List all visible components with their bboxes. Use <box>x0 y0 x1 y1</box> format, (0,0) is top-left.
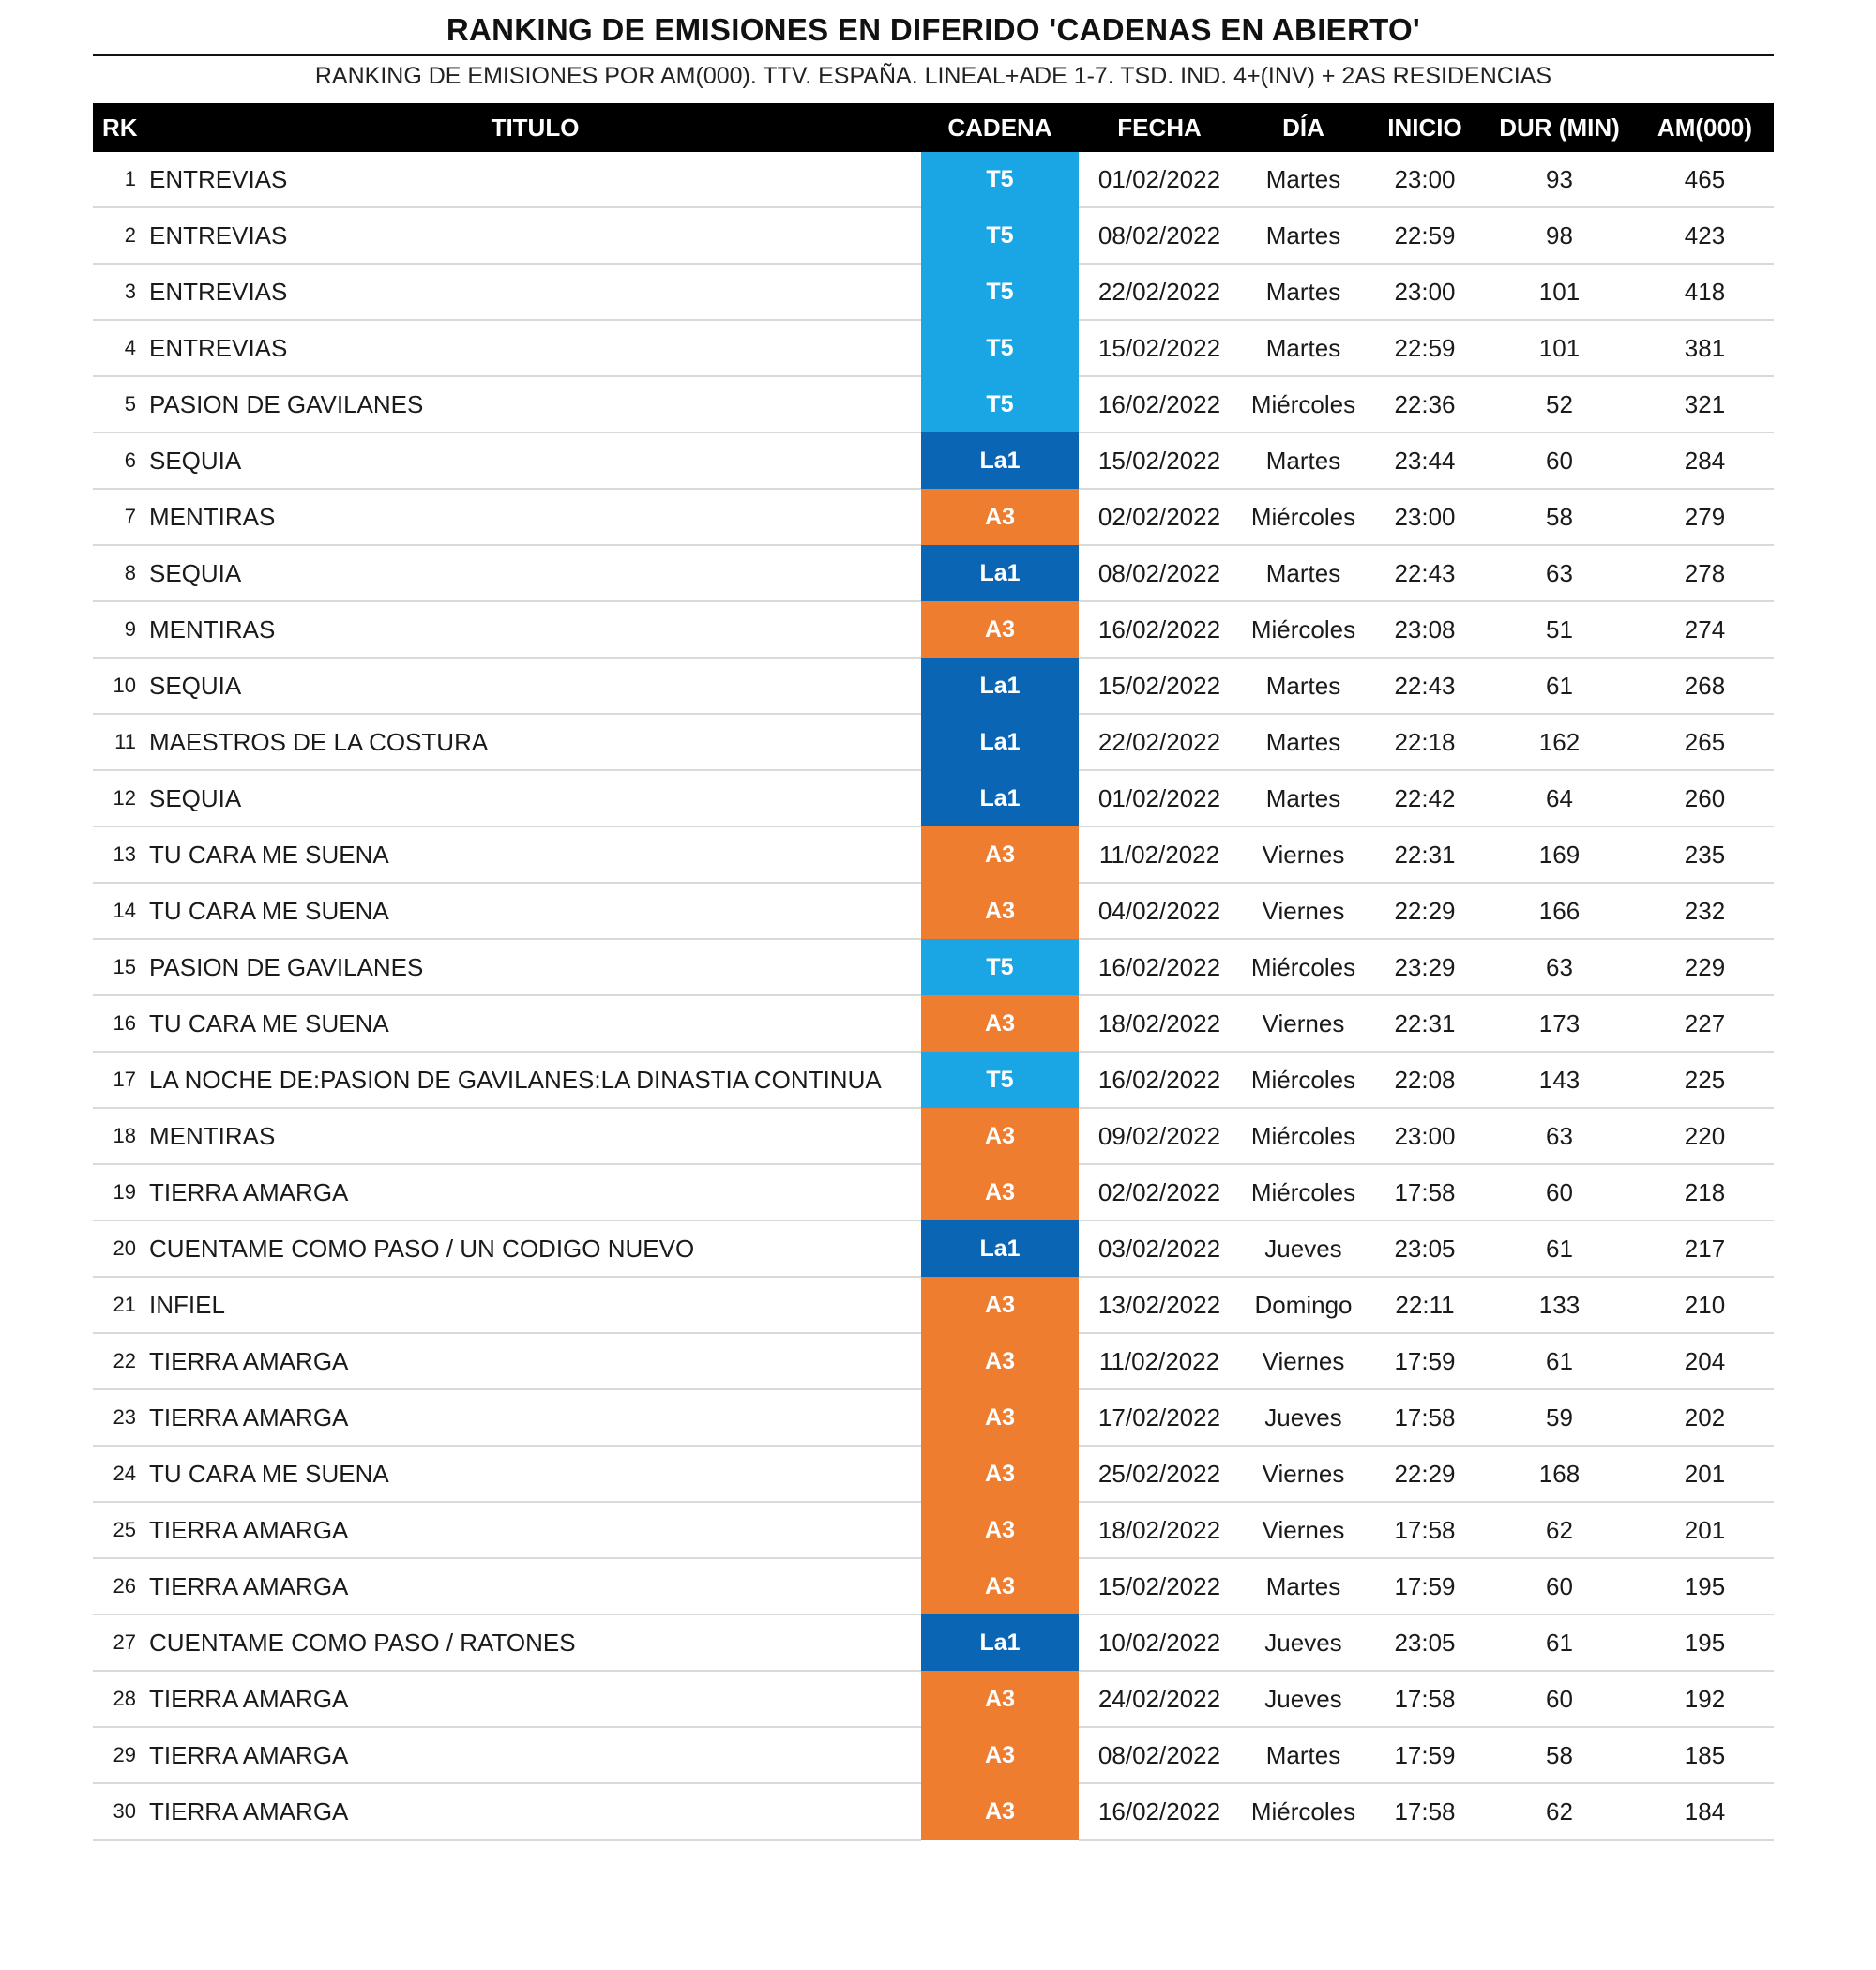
cell-fecha: 08/02/2022 <box>1079 1727 1240 1783</box>
cell-inicio: 23:44 <box>1367 432 1483 489</box>
cell-titulo: CUENTAME COMO PASO / UN CODIGO NUEVO <box>149 1220 921 1277</box>
cell-duracion: 61 <box>1483 658 1636 714</box>
cell-dia: Jueves <box>1240 1614 1367 1671</box>
table-row <box>93 1052 1774 1108</box>
channel-badge: La1 <box>921 1220 1079 1277</box>
channel-badge: A3 <box>921 883 1079 939</box>
cell-titulo: SEQUIA <box>149 432 921 489</box>
cell-dia: Viernes <box>1240 883 1367 939</box>
cell-am: 210 <box>1636 1277 1774 1333</box>
cell-dia: Viernes <box>1240 1333 1367 1389</box>
cell-rk: 1 <box>93 152 149 207</box>
cell-rk: 18 <box>93 1108 149 1164</box>
ranking-sheet <box>93 0 1774 1841</box>
cell-dia: Miércoles <box>1240 376 1367 432</box>
cell-dia: Miércoles <box>1240 1164 1367 1220</box>
table-row <box>93 1108 1774 1164</box>
cell-fecha: 16/02/2022 <box>1079 939 1240 995</box>
cell-dia: Martes <box>1240 714 1367 770</box>
cell-inicio: 23:00 <box>1367 152 1483 207</box>
channel-badge: A3 <box>921 601 1079 658</box>
cell-rk: 2 <box>93 207 149 264</box>
cell-duracion: 51 <box>1483 601 1636 658</box>
cell-duracion: 63 <box>1483 939 1636 995</box>
cell-fecha: 18/02/2022 <box>1079 995 1240 1052</box>
cell-duracion: 62 <box>1483 1502 1636 1558</box>
cell-duracion: 60 <box>1483 1558 1636 1614</box>
cell-duracion: 60 <box>1483 1164 1636 1220</box>
cell-dia: Jueves <box>1240 1220 1367 1277</box>
cell-fecha: 17/02/2022 <box>1079 1389 1240 1446</box>
cell-titulo: INFIEL <box>149 1277 921 1333</box>
cell-inicio: 22:29 <box>1367 883 1483 939</box>
table-row <box>93 883 1774 939</box>
cell-fecha: 18/02/2022 <box>1079 1502 1240 1558</box>
cell-titulo: MAESTROS DE LA COSTURA <box>149 714 921 770</box>
cell-dia: Martes <box>1240 658 1367 714</box>
cell-titulo: TIERRA AMARGA <box>149 1502 921 1558</box>
table-row <box>93 320 1774 376</box>
col-header-am: AM(000) <box>1636 103 1774 152</box>
cell-am: 195 <box>1636 1614 1774 1671</box>
channel-badge: T5 <box>921 1052 1079 1108</box>
cell-rk: 23 <box>93 1389 149 1446</box>
cell-rk: 16 <box>93 995 149 1052</box>
channel-badge: La1 <box>921 432 1079 489</box>
cell-inicio: 22:29 <box>1367 1446 1483 1502</box>
col-header-inicio: INICIO <box>1367 103 1483 152</box>
cell-duracion: 93 <box>1483 152 1636 207</box>
col-header-dia: DÍA <box>1240 103 1367 152</box>
cell-dia: Miércoles <box>1240 939 1367 995</box>
table-row <box>93 432 1774 489</box>
table-header <box>93 103 1774 152</box>
table-row <box>93 1502 1774 1558</box>
cell-am: 274 <box>1636 601 1774 658</box>
cell-fecha: 03/02/2022 <box>1079 1220 1240 1277</box>
cell-dia: Martes <box>1240 1727 1367 1783</box>
cell-titulo: TU CARA ME SUENA <box>149 995 921 1052</box>
cell-titulo: PASION DE GAVILANES <box>149 939 921 995</box>
channel-badge: A3 <box>921 1558 1079 1614</box>
channel-badge: A3 <box>921 1108 1079 1164</box>
cell-rk: 5 <box>93 376 149 432</box>
col-header-fecha: FECHA <box>1079 103 1240 152</box>
cell-dia: Martes <box>1240 152 1367 207</box>
cell-fecha: 16/02/2022 <box>1079 376 1240 432</box>
cell-titulo: TU CARA ME SUENA <box>149 1446 921 1502</box>
cell-fecha: 15/02/2022 <box>1079 1558 1240 1614</box>
cell-fecha: 11/02/2022 <box>1079 826 1240 883</box>
cell-rk: 8 <box>93 545 149 601</box>
cell-titulo: TIERRA AMARGA <box>149 1727 921 1783</box>
col-header-cadena: CADENA <box>921 103 1079 152</box>
channel-badge: A3 <box>921 995 1079 1052</box>
table-row <box>93 770 1774 826</box>
cell-duracion: 101 <box>1483 264 1636 320</box>
cell-inicio: 17:58 <box>1367 1389 1483 1446</box>
cell-inicio: 23:29 <box>1367 939 1483 995</box>
cell-titulo: MENTIRAS <box>149 601 921 658</box>
cell-inicio: 23:00 <box>1367 489 1483 545</box>
cell-duracion: 133 <box>1483 1277 1636 1333</box>
cell-duracion: 58 <box>1483 1727 1636 1783</box>
cell-am: 265 <box>1636 714 1774 770</box>
cell-am: 268 <box>1636 658 1774 714</box>
cell-inicio: 23:00 <box>1367 1108 1483 1164</box>
cell-inicio: 22:18 <box>1367 714 1483 770</box>
cell-rk: 26 <box>93 1558 149 1614</box>
cell-duracion: 173 <box>1483 995 1636 1052</box>
table-row <box>93 1727 1774 1783</box>
cell-inicio: 22:59 <box>1367 320 1483 376</box>
cell-fecha: 10/02/2022 <box>1079 1614 1240 1671</box>
table-row <box>93 1333 1774 1389</box>
cell-titulo: ENTREVIAS <box>149 207 921 264</box>
col-header-rk: RK <box>93 103 149 152</box>
cell-fecha: 11/02/2022 <box>1079 1333 1240 1389</box>
table-row <box>93 1671 1774 1727</box>
cell-duracion: 63 <box>1483 1108 1636 1164</box>
cell-dia: Viernes <box>1240 826 1367 883</box>
table-row <box>93 1277 1774 1333</box>
cell-titulo: TU CARA ME SUENA <box>149 826 921 883</box>
cell-titulo: TIERRA AMARGA <box>149 1164 921 1220</box>
cell-fecha: 08/02/2022 <box>1079 545 1240 601</box>
cell-fecha: 16/02/2022 <box>1079 1052 1240 1108</box>
cell-am: 184 <box>1636 1783 1774 1840</box>
table-row <box>93 939 1774 995</box>
table-row <box>93 826 1774 883</box>
cell-duracion: 60 <box>1483 432 1636 489</box>
cell-titulo: TIERRA AMARGA <box>149 1783 921 1840</box>
cell-dia: Martes <box>1240 770 1367 826</box>
table-row <box>93 1446 1774 1502</box>
channel-badge: La1 <box>921 1614 1079 1671</box>
cell-am: 418 <box>1636 264 1774 320</box>
cell-rk: 11 <box>93 714 149 770</box>
cell-dia: Viernes <box>1240 995 1367 1052</box>
cell-dia: Martes <box>1240 1558 1367 1614</box>
table-row <box>93 152 1774 207</box>
cell-fecha: 04/02/2022 <box>1079 883 1240 939</box>
cell-am: 381 <box>1636 320 1774 376</box>
cell-fecha: 22/02/2022 <box>1079 264 1240 320</box>
table-row <box>93 1164 1774 1220</box>
channel-badge: A3 <box>921 1277 1079 1333</box>
cell-dia: Jueves <box>1240 1389 1367 1446</box>
col-header-titulo: TITULO <box>149 103 921 152</box>
cell-rk: 12 <box>93 770 149 826</box>
channel-badge: La1 <box>921 658 1079 714</box>
table-row <box>93 264 1774 320</box>
cell-dia: Miércoles <box>1240 1108 1367 1164</box>
cell-rk: 3 <box>93 264 149 320</box>
cell-dia: Viernes <box>1240 1446 1367 1502</box>
cell-titulo: TIERRA AMARGA <box>149 1558 921 1614</box>
cell-inicio: 17:58 <box>1367 1671 1483 1727</box>
cell-rk: 30 <box>93 1783 149 1840</box>
cell-titulo: SEQUIA <box>149 545 921 601</box>
cell-duracion: 62 <box>1483 1783 1636 1840</box>
cell-rk: 20 <box>93 1220 149 1277</box>
cell-titulo: ENTREVIAS <box>149 152 921 207</box>
cell-fecha: 22/02/2022 <box>1079 714 1240 770</box>
cell-am: 284 <box>1636 432 1774 489</box>
cell-inicio: 22:43 <box>1367 545 1483 601</box>
cell-titulo: TIERRA AMARGA <box>149 1333 921 1389</box>
cell-duracion: 61 <box>1483 1333 1636 1389</box>
cell-inicio: 22:31 <box>1367 995 1483 1052</box>
cell-fecha: 15/02/2022 <box>1079 658 1240 714</box>
cell-am: 279 <box>1636 489 1774 545</box>
cell-duracion: 52 <box>1483 376 1636 432</box>
cell-rk: 4 <box>93 320 149 376</box>
cell-am: 235 <box>1636 826 1774 883</box>
cell-rk: 28 <box>93 1671 149 1727</box>
cell-inicio: 23:00 <box>1367 264 1483 320</box>
cell-titulo: TIERRA AMARGA <box>149 1671 921 1727</box>
cell-duracion: 58 <box>1483 489 1636 545</box>
cell-fecha: 09/02/2022 <box>1079 1108 1240 1164</box>
cell-titulo: CUENTAME COMO PASO / RATONES <box>149 1614 921 1671</box>
cell-dia: Jueves <box>1240 1671 1367 1727</box>
table-row <box>93 1614 1774 1671</box>
cell-fecha: 13/02/2022 <box>1079 1277 1240 1333</box>
channel-badge: T5 <box>921 939 1079 995</box>
cell-dia: Martes <box>1240 545 1367 601</box>
cell-titulo: TU CARA ME SUENA <box>149 883 921 939</box>
channel-badge: A3 <box>921 1164 1079 1220</box>
cell-inicio: 23:08 <box>1367 601 1483 658</box>
cell-am: 229 <box>1636 939 1774 995</box>
cell-inicio: 22:08 <box>1367 1052 1483 1108</box>
cell-fecha: 16/02/2022 <box>1079 1783 1240 1840</box>
cell-am: 217 <box>1636 1220 1774 1277</box>
cell-inicio: 22:31 <box>1367 826 1483 883</box>
cell-dia: Miércoles <box>1240 1783 1367 1840</box>
cell-inicio: 23:05 <box>1367 1220 1483 1277</box>
cell-rk: 27 <box>93 1614 149 1671</box>
cell-rk: 14 <box>93 883 149 939</box>
cell-am: 192 <box>1636 1671 1774 1727</box>
cell-duracion: 61 <box>1483 1614 1636 1671</box>
table-row <box>93 1558 1774 1614</box>
cell-titulo: LA NOCHE DE:PASION DE GAVILANES:LA DINASTIA CONTINUA <box>149 1052 921 1108</box>
cell-fecha: 15/02/2022 <box>1079 432 1240 489</box>
cell-inicio: 17:58 <box>1367 1783 1483 1840</box>
channel-badge: La1 <box>921 545 1079 601</box>
cell-duracion: 166 <box>1483 883 1636 939</box>
cell-rk: 13 <box>93 826 149 883</box>
table-row <box>93 1783 1774 1840</box>
cell-am: 227 <box>1636 995 1774 1052</box>
cell-dia: Miércoles <box>1240 1052 1367 1108</box>
channel-badge: A3 <box>921 1783 1079 1840</box>
cell-am: 218 <box>1636 1164 1774 1220</box>
cell-am: 195 <box>1636 1558 1774 1614</box>
cell-rk: 10 <box>93 658 149 714</box>
cell-rk: 29 <box>93 1727 149 1783</box>
cell-rk: 25 <box>93 1502 149 1558</box>
channel-badge: A3 <box>921 826 1079 883</box>
channel-badge: T5 <box>921 152 1079 207</box>
cell-fecha: 01/02/2022 <box>1079 152 1240 207</box>
cell-am: 204 <box>1636 1333 1774 1389</box>
cell-duracion: 59 <box>1483 1389 1636 1446</box>
cell-titulo: ENTREVIAS <box>149 320 921 376</box>
cell-inicio: 17:59 <box>1367 1558 1483 1614</box>
cell-am: 423 <box>1636 207 1774 264</box>
cell-inicio: 22:42 <box>1367 770 1483 826</box>
cell-rk: 7 <box>93 489 149 545</box>
cell-inicio: 22:43 <box>1367 658 1483 714</box>
table-row <box>93 545 1774 601</box>
cell-fecha: 02/02/2022 <box>1079 489 1240 545</box>
cell-am: 232 <box>1636 883 1774 939</box>
cell-fecha: 01/02/2022 <box>1079 770 1240 826</box>
cell-inicio: 17:59 <box>1367 1727 1483 1783</box>
cell-fecha: 25/02/2022 <box>1079 1446 1240 1502</box>
channel-badge: La1 <box>921 770 1079 826</box>
table-row <box>93 714 1774 770</box>
cell-duracion: 162 <box>1483 714 1636 770</box>
channel-badge: A3 <box>921 1333 1079 1389</box>
cell-rk: 21 <box>93 1277 149 1333</box>
cell-duracion: 98 <box>1483 207 1636 264</box>
cell-duracion: 168 <box>1483 1446 1636 1502</box>
cell-titulo: PASION DE GAVILANES <box>149 376 921 432</box>
col-header-dur: DUR (MIN) <box>1483 103 1636 152</box>
cell-titulo: MENTIRAS <box>149 489 921 545</box>
cell-dia: Miércoles <box>1240 489 1367 545</box>
cell-fecha: 02/02/2022 <box>1079 1164 1240 1220</box>
cell-am: 321 <box>1636 376 1774 432</box>
channel-badge: A3 <box>921 1502 1079 1558</box>
cell-titulo: MENTIRAS <box>149 1108 921 1164</box>
table-row <box>93 1220 1774 1277</box>
table-row <box>93 658 1774 714</box>
cell-fecha: 16/02/2022 <box>1079 601 1240 658</box>
table-body <box>93 152 1774 1840</box>
table-row <box>93 995 1774 1052</box>
table-row <box>93 376 1774 432</box>
cell-duracion: 64 <box>1483 770 1636 826</box>
cell-dia: Viernes <box>1240 1502 1367 1558</box>
channel-badge: T5 <box>921 207 1079 264</box>
cell-titulo: SEQUIA <box>149 658 921 714</box>
cell-dia: Martes <box>1240 264 1367 320</box>
cell-duracion: 63 <box>1483 545 1636 601</box>
cell-dia: Martes <box>1240 432 1367 489</box>
cell-dia: Martes <box>1240 207 1367 264</box>
cell-rk: 9 <box>93 601 149 658</box>
channel-badge: T5 <box>921 376 1079 432</box>
channel-badge: T5 <box>921 264 1079 320</box>
cell-dia: Domingo <box>1240 1277 1367 1333</box>
cell-duracion: 61 <box>1483 1220 1636 1277</box>
cell-am: 202 <box>1636 1389 1774 1446</box>
cell-rk: 17 <box>93 1052 149 1108</box>
cell-am: 260 <box>1636 770 1774 826</box>
ranking-table <box>93 103 1774 1841</box>
cell-duracion: 60 <box>1483 1671 1636 1727</box>
cell-am: 225 <box>1636 1052 1774 1108</box>
cell-rk: 22 <box>93 1333 149 1389</box>
cell-rk: 24 <box>93 1446 149 1502</box>
cell-fecha: 15/02/2022 <box>1079 320 1240 376</box>
cell-inicio: 23:05 <box>1367 1614 1483 1671</box>
cell-duracion: 101 <box>1483 320 1636 376</box>
cell-am: 201 <box>1636 1446 1774 1502</box>
table-row <box>93 601 1774 658</box>
cell-titulo: ENTREVIAS <box>149 264 921 320</box>
cell-inicio: 22:59 <box>1367 207 1483 264</box>
cell-inicio: 17:59 <box>1367 1333 1483 1389</box>
cell-fecha: 24/02/2022 <box>1079 1671 1240 1727</box>
cell-inicio: 22:11 <box>1367 1277 1483 1333</box>
channel-badge: A3 <box>921 1389 1079 1446</box>
table-row <box>93 207 1774 264</box>
cell-rk: 19 <box>93 1164 149 1220</box>
cell-am: 185 <box>1636 1727 1774 1783</box>
table-row <box>93 1389 1774 1446</box>
channel-badge: T5 <box>921 320 1079 376</box>
cell-titulo: SEQUIA <box>149 770 921 826</box>
channel-badge: A3 <box>921 489 1079 545</box>
cell-titulo: TIERRA AMARGA <box>149 1389 921 1446</box>
channel-badge: A3 <box>921 1671 1079 1727</box>
cell-fecha: 08/02/2022 <box>1079 207 1240 264</box>
cell-inicio: 17:58 <box>1367 1164 1483 1220</box>
table-header-row <box>93 103 1774 152</box>
cell-rk: 15 <box>93 939 149 995</box>
cell-am: 465 <box>1636 152 1774 207</box>
page-subtitle: RANKING DE EMISIONES POR AM(000). TTV. ESPAÑA. LINEAL+ADE 1-7. TSD. IND. 4+(INV) + 2AS RESIDENCIAS <box>314 63 1552 89</box>
cell-am: 220 <box>1636 1108 1774 1164</box>
channel-badge: A3 <box>921 1446 1079 1502</box>
page-title: RANKING DE EMISIONES EN DIFERIDO 'CADENAS EN ABIERTO' <box>446 12 1421 47</box>
cell-dia: Miércoles <box>1240 601 1367 658</box>
cell-rk: 6 <box>93 432 149 489</box>
cell-inicio: 22:36 <box>1367 376 1483 432</box>
cell-duracion: 143 <box>1483 1052 1636 1108</box>
channel-badge: A3 <box>921 1727 1079 1783</box>
cell-inicio: 17:58 <box>1367 1502 1483 1558</box>
table-row <box>93 489 1774 545</box>
cell-am: 201 <box>1636 1502 1774 1558</box>
channel-badge: La1 <box>921 714 1079 770</box>
cell-dia: Martes <box>1240 320 1367 376</box>
cell-am: 278 <box>1636 545 1774 601</box>
cell-duracion: 169 <box>1483 826 1636 883</box>
